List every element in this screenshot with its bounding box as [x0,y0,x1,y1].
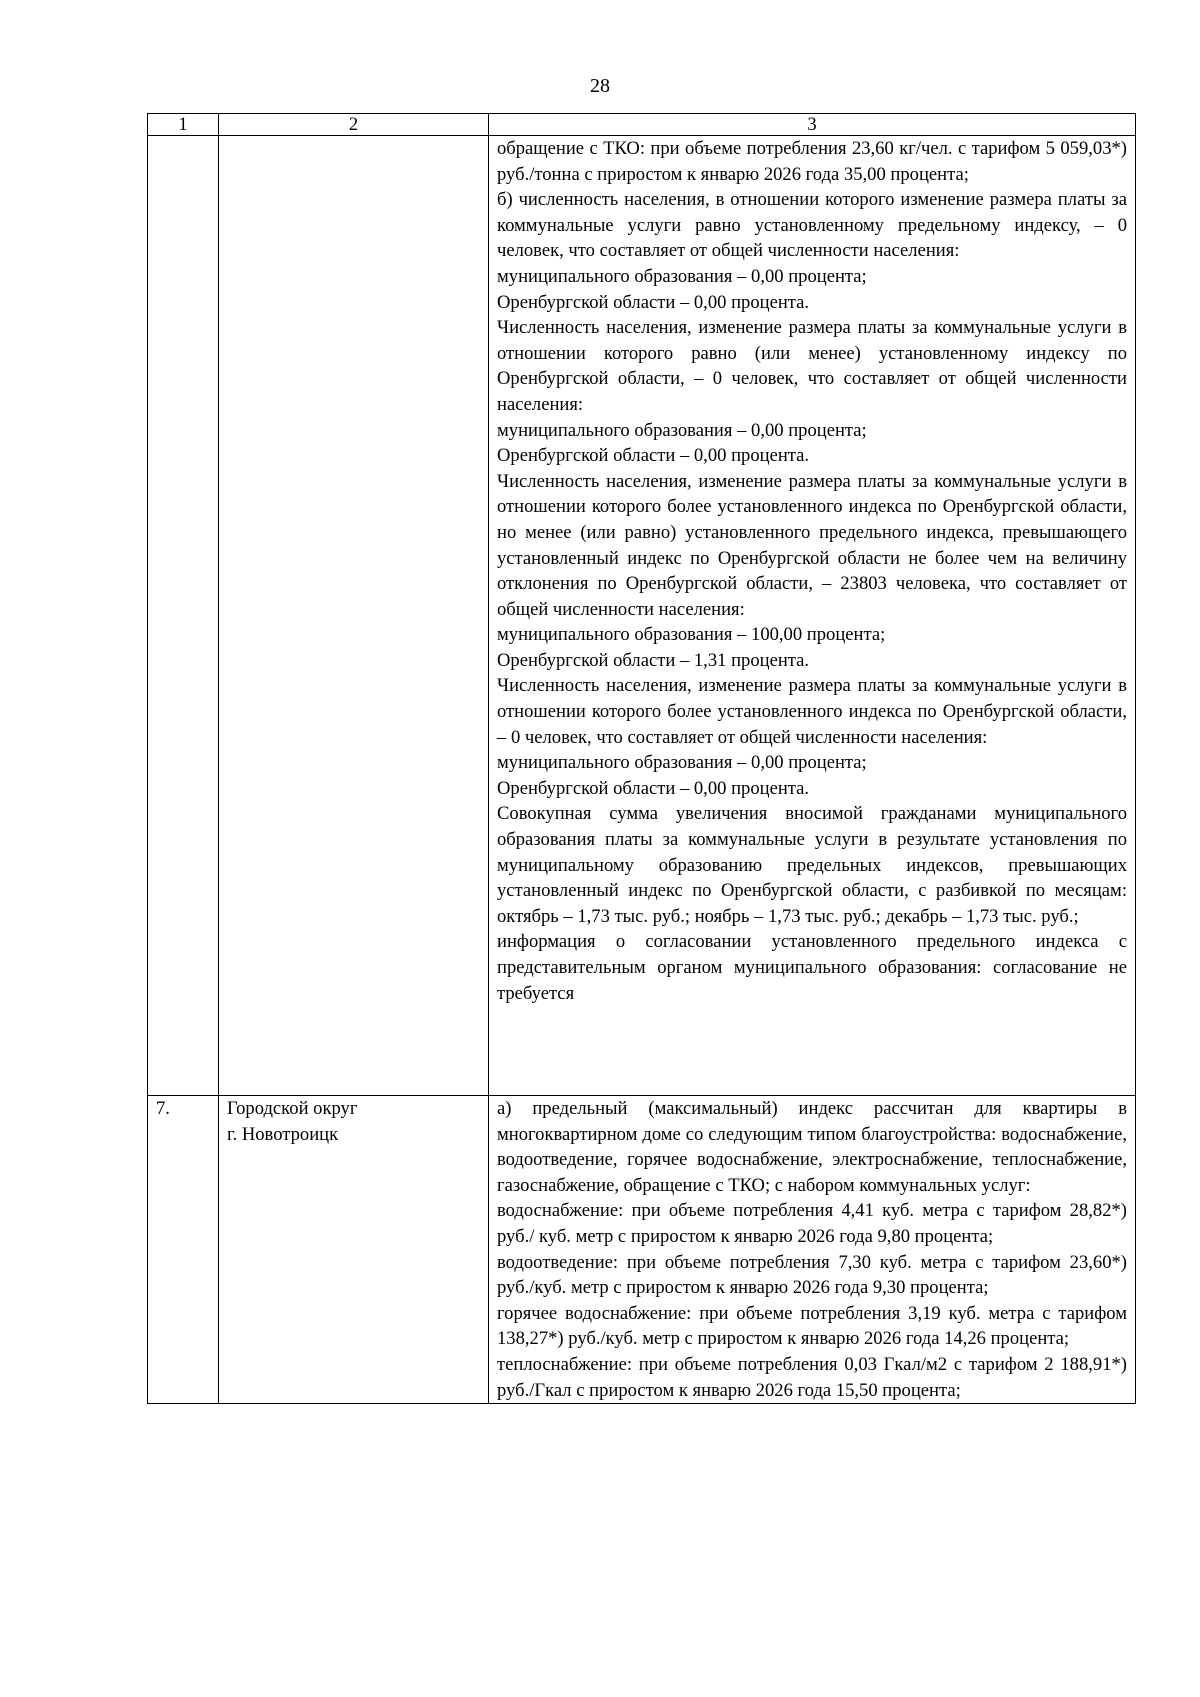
column-header-3: 3 [489,114,1136,136]
municipality-name-line: г. Новотроицк [227,1123,339,1145]
paragraph: Совокупная сумма увеличения вносимой гражданами муниципального образования платы за коммунальные услуги в результате установления по муниципальному образованию предельных индексов, превышающих установленный индекс по Оренбургской области, с разбивкой по месяцам: октябрь – 1,73 тыс. руб.; ноябрь – 1,73 тыс. руб.; декабрь – 1,73 тыс. руб.; [497,803,1127,927]
paragraph: водоотведение: при объеме потребления 7,30 куб. метра с тарифом 23,60*) руб./куб. метр с приростом к январю 2026 года 9,30 процента; [497,1251,1127,1299]
column-header-1: 1 [148,114,219,136]
paragraph: Численность населения, изменение размера платы за коммунальные услуги в отношении которого более установленного индекса по Оренбургской области, но менее (или равно) установленного предельного индекса, превышающего установленный индекс по Оренбургской области не более чем на величину отклонения по Оренбургской области, – 23803 человека, что составляет от общей численности населения: [497,470,1127,620]
indicators-cell [489,136,1136,1096]
paragraph: муниципального образования – 100,00 процента; [497,624,886,646]
paragraph: теплоснабжение: при объеме потребления 0,03 Гкал/м2 с тарифом 2 188,91*) руб./Гкал с приростом к январю 2026 года 15,50 процента; [497,1353,1127,1401]
paragraph: а) предельный (максимальный) индекс рассчитан для квартиры в многоквартирном доме со следующим типом благоустройства: водоснабжение, водоотведение, горячее водоснабжение, электроснабжение, теплоснабжение, газоснабжение, обращение с ТКО; с набором коммунальных услуг: [497,1098,1127,1196]
page-number: 28 [590,75,610,97]
indicators-cell [489,1096,1136,1404]
municipality-cell [219,136,489,1096]
paragraph: информация о согласовании установленного предельного индекса с представительным органом муниципального образования: согласование не требуется [497,931,1127,1004]
table-header-row [148,114,1136,136]
paragraph: Оренбургской области – 0,00 процента. [497,777,810,799]
paragraph: водоснабжение: при объеме потребления 4,41 куб. метра с тарифом 28,82*) руб./ куб. метр с приростом к январю 2026 года 9,80 процента; [497,1200,1127,1247]
paragraph: муниципального образования – 0,00 процента; [497,419,867,441]
paragraph: Численность населения, изменение размера платы за коммунальные услуги в отношении которого более установленного индекса по Оренбургской области, – 0 человек, что составляет от общей численности населения: [497,675,1127,748]
paragraph: Оренбургской области – 0,00 процента. [497,291,810,313]
row-number-cell [148,136,219,1096]
paragraph: муниципального образования – 0,00 процента; [497,752,867,774]
paragraph: Численность населения, изменение размера платы за коммунальные услуги в отношении которого равно (или менее) установленному индексу по Оренбургской области, – 0 человек, что составляет от общей численности населения: [497,317,1127,415]
municipality-cell [219,1096,489,1404]
paragraph: Оренбургской области – 1,31 процента. [497,649,810,671]
row-number: 7. [156,1098,170,1119]
paragraph: горячее водоснабжение: при объеме потребления 3,19 куб. метра с тарифом 138,27*) руб./куб. метр с приростом к январю 2026 года 14,26 процента; [497,1302,1127,1350]
paragraph: Оренбургской области – 0,00 процента. [497,445,810,467]
table-row [148,136,1136,1096]
tariff-table [147,113,1136,1404]
paragraph: б) численность населения, в отношении которого изменение размера платы за коммунальные услуги равно установленному предельному индексу, – 0 человек, что составляет от общей численности населения: [497,189,1127,262]
paragraph: муниципального образования – 0,00 процента; [497,265,867,287]
municipality-name-line: Городской округ [227,1098,358,1119]
column-header-2: 2 [219,114,489,136]
paragraph: обращение с ТКО: при объеме потребления 23,60 кг/чел. с тарифом 5 059,03*) руб./тонна с приростом к январю 2026 года 35,00 процента; [497,138,1127,185]
table-row [148,1096,1136,1404]
row-number-cell [148,1096,219,1404]
